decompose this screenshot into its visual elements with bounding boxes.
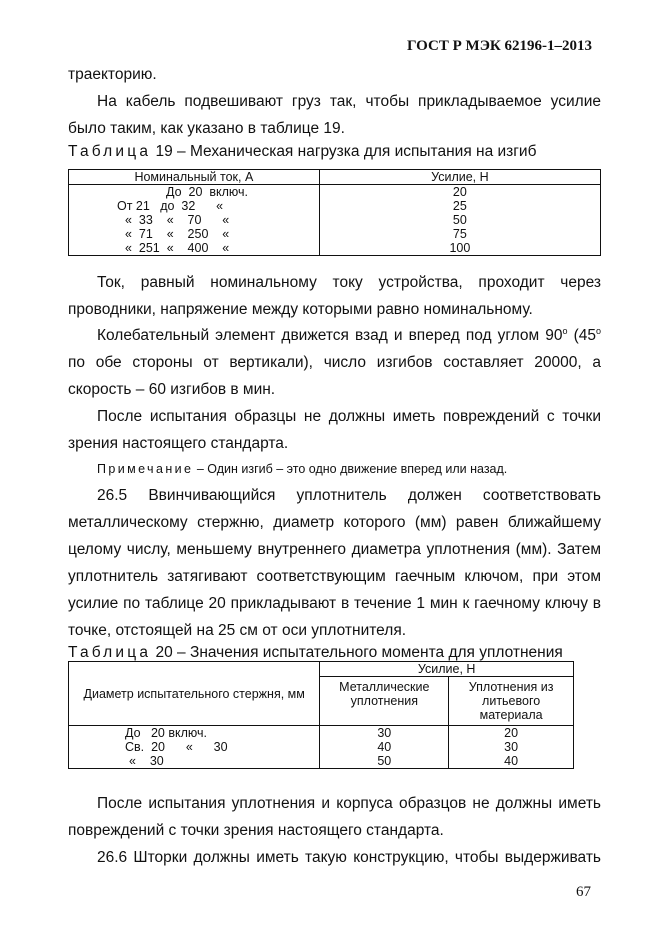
paragraph-weight: На кабель подвешивают груз так, чтобы прикладываемое усилие было таким, как указано в таблице 19.: [68, 93, 601, 137]
note-label: Примечание: [97, 462, 194, 476]
table-20-header-molded: Уплотнения из литьевого материала: [449, 677, 574, 726]
table-20-header-diameter: Диаметр испытательного стержня, мм: [69, 662, 320, 726]
table-20-caption-label: Таблица: [68, 644, 152, 661]
table-row: [69, 241, 601, 256]
table-row: [69, 754, 574, 769]
degree-mark: о: [562, 325, 568, 336]
table-19: [68, 169, 601, 256]
oscillation-text-1: Колебательный элемент движется взад и вперед под углом 90: [97, 327, 563, 344]
note-text: – Один изгиб – это одно движение вперед или назад.: [193, 462, 508, 476]
table-19-force-cell: 75: [319, 227, 600, 241]
paragraph-oscillation: [68, 322, 601, 403]
table-19-caption-text: 19 – Механическая нагрузка для испытания на изгиб: [151, 143, 537, 160]
table-20-header-metal: Металлические уплотнения: [320, 677, 449, 726]
page-number: 67: [576, 884, 591, 900]
paragraph-after-seal: После испытания уплотнения и корпуса образцов не должны иметь повреждений с точки зрения настоящего стандарта.: [68, 795, 601, 839]
table-20-header-force: Усилие, Н: [320, 662, 574, 677]
table-19-current-cell: « 71 « 250 «: [69, 227, 320, 241]
table-20-metal-cell: 50: [320, 754, 449, 769]
table-20-caption: [68, 643, 601, 663]
paragraph-26-6: 26.6 Шторки должны иметь такую конструкцию, чтобы выдерживать: [97, 849, 601, 866]
table-20-molded-cell: 20: [449, 726, 574, 741]
degree-mark: о: [595, 325, 601, 336]
table-19-current-cell: От 21 до 32 «: [69, 199, 320, 213]
table-row: [69, 726, 574, 741]
table-19-current-cell: « 251 « 400 «: [69, 241, 320, 256]
note: [97, 460, 607, 478]
paragraph-continuation: траекторию.: [68, 66, 157, 83]
paragraph-26-5: 26.5 Ввинчивающийся уплотнитель должен соответствовать металлическому стержню, диаметр которого (мм) равен ближайшему целому числу, меньшему внутреннего диаметра уплотнения (мм). Затем уплотнитель затягивают соответствующим гаечным ключом, при этом усилие по таблице 20 прикладывают в течение 1 мин к гаечному ключу в точке, отстоящей на 25 см от оси уплотнителя.: [68, 487, 601, 639]
oscillation-text-2: (45: [567, 327, 596, 344]
table-20-diameter-cell: Св. 20 « 30: [69, 740, 320, 754]
document-header: ГОСТ Р МЭК 62196-1–2013: [407, 38, 592, 54]
table-19-force-cell: 20: [319, 185, 600, 200]
table-20-molded-cell: 40: [449, 754, 574, 769]
table-row: [69, 740, 574, 754]
table-19-current-cell: « 33 « 70 «: [69, 213, 320, 227]
paragraph-current: Ток, равный номинальному току устройства, проходит через проводники, напряжение между которыми равно номинальному.: [68, 274, 601, 318]
table-19-force-cell: 100: [319, 241, 600, 256]
table-19-force-cell: 25: [319, 199, 600, 213]
table-19-force-cell: 50: [319, 213, 600, 227]
table-19-caption-label: Таблица: [68, 143, 152, 160]
paragraph-after-test: После испытания образцы не должны иметь повреждений с точки зрения настоящего стандарта.: [68, 408, 601, 452]
table-20-diameter-cell: « 30: [69, 754, 320, 769]
table-19-header-force: Усилие, Н: [319, 170, 600, 185]
table-20-molded-cell: 30: [449, 740, 574, 754]
table-19-header-current: Номинальный ток, А: [69, 170, 320, 185]
table-row: [69, 213, 601, 227]
table-row: [69, 185, 601, 200]
table-19-caption: [68, 142, 601, 162]
table-20-diameter-cell: До 20 включ.: [69, 726, 320, 741]
table-19-current-cell: До 20 включ.: [69, 185, 320, 200]
table-20-caption-text: 20 – Значения испытательного момента для уплотнения: [151, 644, 563, 661]
table-20-metal-cell: 40: [320, 740, 449, 754]
table-row: [69, 227, 601, 241]
table-20: [68, 661, 574, 769]
table-row: [69, 199, 601, 213]
table-20-metal-cell: 30: [320, 726, 449, 741]
oscillation-text-3: по обе стороны от вертикали), число изгибов составляет 20000, а скорость – 60 изгибов в мин.: [68, 354, 601, 398]
